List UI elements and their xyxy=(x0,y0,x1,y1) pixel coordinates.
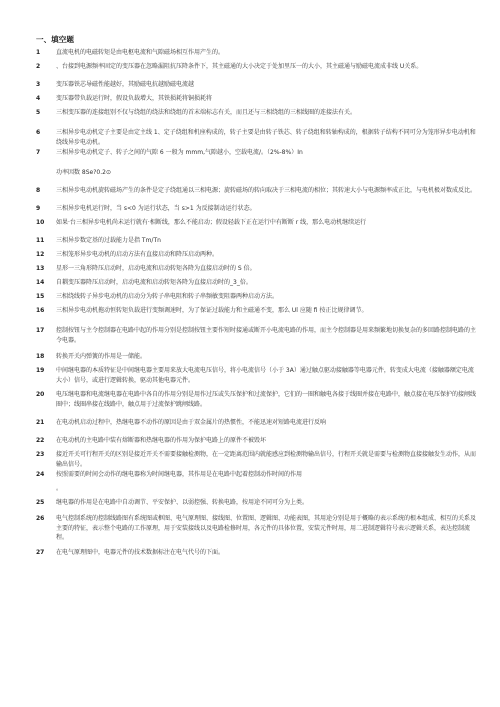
item-number: 24 xyxy=(36,471,45,478)
item-text: 三相绕线转子异步电动机的启动分为转子串电阻和转子串频敏变阻器两种启动方法。 xyxy=(56,293,279,300)
item-text: 直流电机的电磁转矩是由电枢电流和气隙磁场相互作用产生的。 xyxy=(56,49,225,56)
item-number: 13 xyxy=(36,265,45,272)
item-number: 4 xyxy=(36,95,41,102)
item-number: 9 xyxy=(36,205,41,212)
item-number: 27 xyxy=(36,549,45,556)
item-number: 3 xyxy=(36,81,41,88)
item-text: 电压继电器和电流继电器在电路中各自的作用分别是用作过压或失压保护和过流保护，它们的一圈和触电各接于线圈并接在电路中，触点接在电压保护的接闸线圈中；线圈串接在线路中，触点用于过流保护跳闸线路。 xyxy=(56,391,477,408)
section-heading: 一、填空题 xyxy=(36,35,74,44)
item-text: 。 xyxy=(56,485,63,492)
item-text: 三相异步电动机定子、转子之间的气隙 6 一般为 mmm,气隙越小，空载电流/。（2%-8%）In xyxy=(56,149,303,156)
item-text: 在电气原理图中，电器元件的技术数据标注在电气代号的下面。 xyxy=(56,549,225,556)
item-text: 三相异步电动机旋转磁场产生的条件是定子绕组通以三相电源；旋转磁场的转向取决于三相电流的相位；其转速大小与电源频率成正比，与电机极对数成反比。 xyxy=(56,187,477,194)
item-number: 2 xyxy=(36,63,41,70)
item-number: 14 xyxy=(36,279,45,286)
item-text: 继电器的作用是在电路中自动调节、平安保护、以弱控强、转换电路，按用途不同可分为上类。 xyxy=(56,499,309,506)
item-text: 变压器带负载运行时，假设负载增大，其铁损耗将铜损耗将 xyxy=(56,95,213,102)
item-number: 26 xyxy=(36,515,45,522)
item-number: 10 xyxy=(36,219,45,226)
item-number: 21 xyxy=(36,419,45,426)
item-text: 三相笼形异步电动机的启动方法有直接启动和降压启动两种。 xyxy=(56,251,219,258)
item-number: 16 xyxy=(36,307,45,314)
item-number: 25 xyxy=(36,499,45,506)
item-number: 23 xyxy=(36,451,45,458)
item-text: 、台接到电源频率固定的变压器在忽略漏阻抗压降条件下，其主磁通的大小决定于处加里压一的大小，其主磁通与励磁电流成非线 U关系。 xyxy=(56,63,423,70)
item-number: 22 xyxy=(36,437,45,444)
item-text: 变压器铁芯导磁性能越好，其励磁电抗越励磁电流越 xyxy=(56,81,195,88)
item-text: 三相变压器的连接组别不仅与绕组的绕法和绕组的首末端标志有关，而且还与三相绕组的三相线圈的连接法有关。 xyxy=(56,109,357,116)
item-text: 三相异步电动机定子主要是由定主线 1、定子绕组和机座构成的，转子主要是由转子铁芯、转子绕组和转轴构成的，根据转子结构不同可分为笼形异步电动机和绕线异步电动机。 xyxy=(56,129,476,146)
item-text: 转换开关内弹簧的作用是一储能。 xyxy=(56,353,147,360)
item-text: 电气控制系统的控制线路图有系统图或框图、电气原理图、接线图、位置图、逻辑图、功能表图，其用途分别是用于概略的表示系统的根本组成、相互的关系及主要的特征，表示整个电路的工作原理，用于安装接线以及电路检修时用，各元件的具体位置，安装元件时用，用二进制逻辑符号表示逻辑关系，表达控制流程。 xyxy=(56,515,477,542)
item-number: 11 xyxy=(36,237,45,244)
item-number: 18 xyxy=(36,353,45,360)
item-text: 控制按钮与主令控制器在电路中起的作用分别是控制按钮主要作短时接通或断开小电流电路的作用，而主令控制器是用来频繁地切换复杂的多回路控制电路的主令电器。 xyxy=(56,327,477,344)
item-number: 1 xyxy=(36,49,41,56)
item-text: 如果·台三相异步电机尚未运行就有·相断线，那么不能启动；假设轻载下正在运行中有断断 r 线，那么电动机继续运行 xyxy=(56,219,367,226)
item-text: 中间继电器的本质特征是中间继电器主要用来放大电流电压信号，将小电流信号（小于 3A）通过触点驱动接触器等电器元件，转变成大电流（接触器额定电流大小）信号，或进行逻辑转换，驱动其他电器元件。 xyxy=(56,367,474,384)
item-text: 三相异步电动机拖动恒转矩负载进行变频调速时，为了保证过载能力和主磁通不变，那么 Ul 应随 fi 按正比规律调节。 xyxy=(56,307,368,314)
item-text: 按照需要的时间会动作的继电器称为时间继电器，其作用是在电路中起着控制动作时间的作用 xyxy=(56,471,303,478)
item-number: 15 xyxy=(36,293,45,300)
item-number: 17 xyxy=(36,327,45,334)
item-number: 7 xyxy=(36,149,41,156)
item-number: 12 xyxy=(36,251,45,258)
item-number: 19 xyxy=(36,367,45,374)
item-text: 星形一三角形降压启动时，启动电流和启动转矩各降为直接启动时的 S 倍。 xyxy=(56,265,256,272)
item-text: 功率因数 8Se?0.2⊙ xyxy=(56,169,111,176)
item-number: 6 xyxy=(36,129,41,136)
item-number: 20 xyxy=(36,391,45,398)
item-number: 8 xyxy=(36,187,41,194)
item-text: 三相异步电机运行时，当 s<0 为运行状态，当 s>1 为反接制动运行状态。 xyxy=(56,205,256,212)
item-text: 在电动机的主电路中装有熔断器和热继电器的作用为保护电路上的原件不被毁坏 xyxy=(56,437,267,444)
item-text: 三相异步数定基的过载能力是指 Tm/Tn xyxy=(56,237,161,244)
item-number: 5 xyxy=(36,109,41,116)
item-text: 接近开关可行程开关的区别是接近开关不需要接触检测物，在一定距离范围内就能感应到检测物输出信号，行程开关就是需要与检测物直接接触发生动作，从而输出信号。 xyxy=(56,451,477,468)
item-text: 在电动机启动过程中，热继电器不动作的原因是由于双金属片的热惯性，不能迅速对短路电流进行反响 xyxy=(56,419,327,426)
item-text: 自耦变压器降压启动时，启动电流和启动转矩各降为直接启动时的_3_倍。 xyxy=(56,279,252,286)
